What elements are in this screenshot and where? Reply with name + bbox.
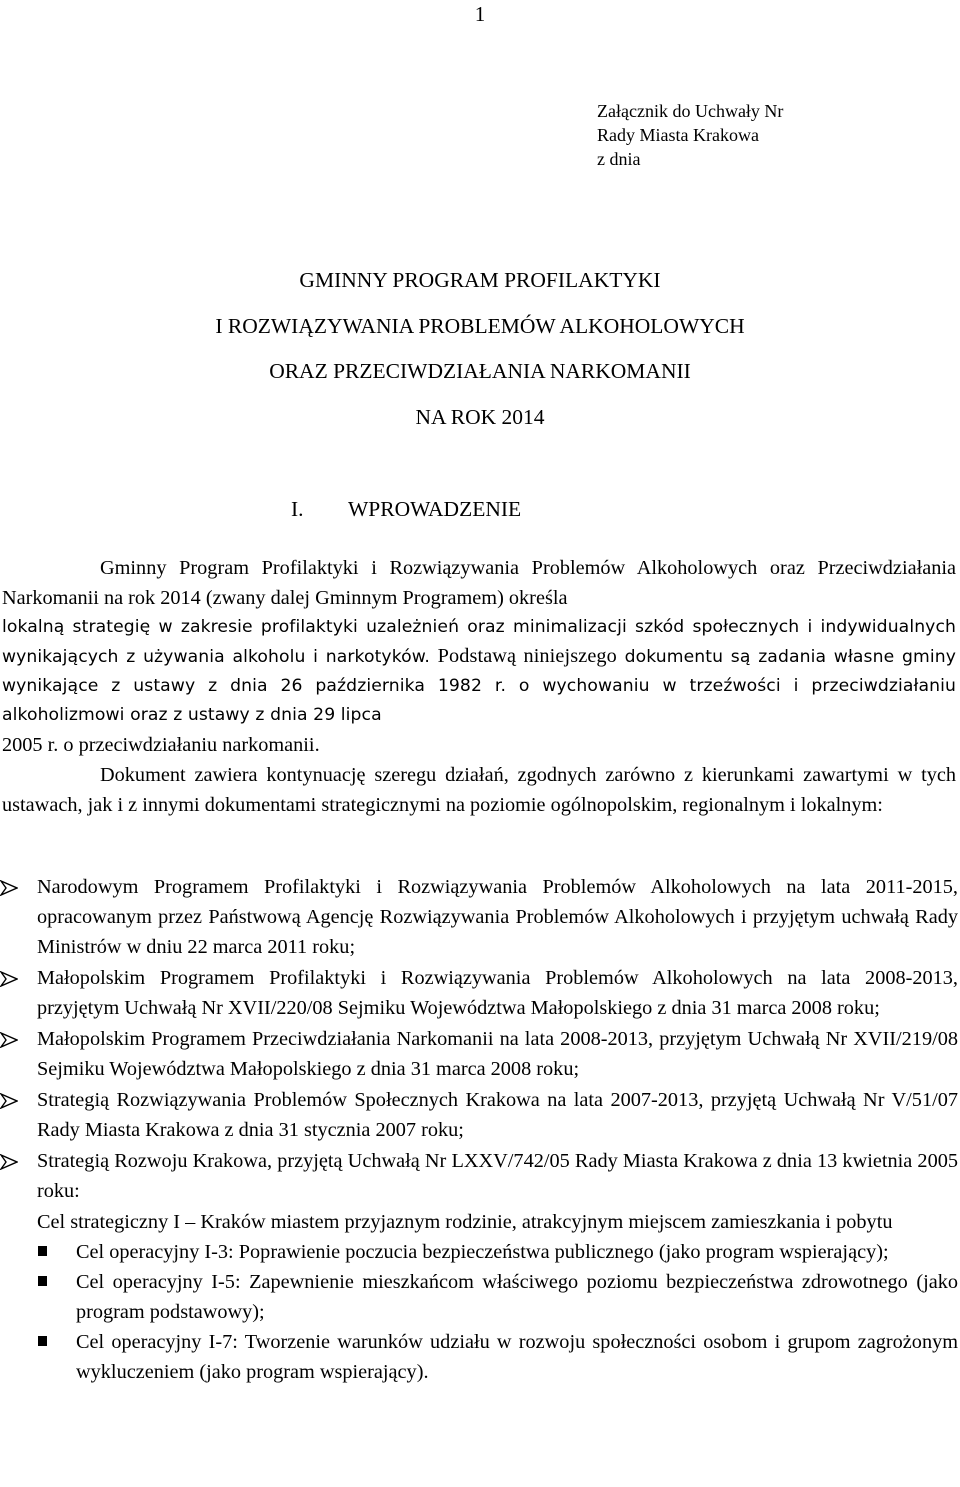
square-bullet-icon bbox=[38, 1276, 47, 1286]
annex-line-1: Załącznik do Uchwały Nr bbox=[597, 101, 784, 121]
list-item-text: Narodowym Programem Profilaktyki i Rozwiązywania Problemów Alkoholowych na lata 2011-2015, opracowanym przez Państwową Agencję Rozwiązywania Problemów Alkoholowych i przyjętym uchwałą Rady Ministrów w dniu 22 marca 2011 roku; bbox=[37, 876, 958, 958]
arrowhead-bullet-icon bbox=[0, 880, 18, 896]
arrowhead-bullet-icon bbox=[0, 1154, 18, 1170]
paragraph-1-end: 2005 r. o przeciwdziałaniu narkomanii. bbox=[2, 734, 320, 756]
operational-goal-text: Cel operacyjny I-7: Tworzenie warunków udziału w rozwoju społeczności osobom i grupom zagrożonym wykluczeniem (jako program wspierający). bbox=[76, 1331, 958, 1383]
annex-note bbox=[597, 99, 783, 171]
list-item-text: Małopolskim Programem Profilaktyki i Rozwiązywania Problemów Alkoholowych na lata 2008-2013, przyjętym Uchwałą Nr XVII/220/08 Sejmiku Województwa Małopolskiego z dnia 31 marca 2008 roku; bbox=[37, 967, 958, 1019]
list-item bbox=[0, 1024, 958, 1084]
title-line-4: NA ROK 2014 bbox=[415, 404, 545, 429]
strategy-list bbox=[0, 872, 958, 1387]
list-item-text: Strategią Rozwiązywania Problemów Społecznych Krakowa na lata 2007-2013, przyjętą Uchwałą Nr V/51/07 Rady Miasta Krakowa z dnia 31 stycznia 2007 roku; bbox=[37, 1089, 958, 1141]
operational-goal-item bbox=[76, 1267, 958, 1327]
arrowhead-bullet-icon bbox=[0, 1032, 18, 1048]
operational-goal-item bbox=[76, 1327, 958, 1387]
paragraph-1-sans-continuation: dokumentu są zadania własne gminy wynikające z ustawy z dnia 26 października 1982 r. o wychowaniu w trzeźwości i przeciwdziałaniu alkoholizmowi oraz z ustawy z dnia 29 lipca bbox=[2, 647, 956, 725]
arrowhead-bullet-icon bbox=[0, 1093, 18, 1109]
title-line-2: I ROZWIĄZYWANIA PROBLEMÓW ALKOHOLOWYCH bbox=[215, 313, 745, 338]
title-line-1: GMINNY PROGRAM PROFILAKTYKI bbox=[299, 268, 661, 292]
section-title: WPROWADZENIE bbox=[348, 497, 522, 521]
operational-goal-text: Cel operacyjny I-5: Zapewnienie mieszkańcom właściwego poziomu bezpieczeństwa zdrowotnego (jako program podstawowy); bbox=[76, 1271, 958, 1323]
paragraph-1-middle bbox=[2, 613, 956, 730]
paragraph-1-serif-tail: Podstawą niniejszego bbox=[437, 645, 617, 667]
document-title bbox=[0, 258, 960, 440]
list-item bbox=[0, 1146, 958, 1206]
intro-body bbox=[2, 553, 956, 820]
paragraph-1-lead: Gminny Program Profilaktyki i Rozwiązywania Problemów Alkoholowych oraz Przeciwdziałania Narkomanii na rok 2014 (zwany dalej Gminnym Programem) określa bbox=[2, 557, 956, 609]
annex-line-2: Rady Miasta Krakowa bbox=[597, 125, 759, 145]
list-item-text: Małopolskim Programem Przeciwdziałania Narkomanii na lata 2008-2013, przyjętym Uchwałą Nr XVII/219/08 Sejmiku Województwa Małopolskiego z dnia 31 marca 2008 roku; bbox=[37, 1028, 958, 1080]
strategic-goal: Cel strategiczny I – Kraków miastem przyjaznym rodzinie, atrakcyjnym miejscem zamieszkania i pobytu bbox=[37, 1211, 893, 1233]
list-item bbox=[0, 963, 958, 1023]
list-item bbox=[0, 872, 958, 962]
list-item bbox=[0, 1085, 958, 1145]
list-item-text: Strategią Rozwoju Krakowa, przyjętą Uchwałą Nr LXXV/742/05 Rady Miasta Krakowa z dnia 13 kwietnia 2005 roku: bbox=[37, 1150, 958, 1202]
square-bullet-icon bbox=[38, 1336, 47, 1346]
title-line-3: ORAZ PRZECIWDZIAŁANIA NARKOMANII bbox=[269, 359, 691, 383]
paragraph-1-middle-text: lokalną strategię w zakresie profilaktyki uzależnień oraz minimalizacji szkód społecznych i indywidualnych wynikających z używania alkoholu i narkotyków. bbox=[2, 617, 956, 667]
annex-line-3: z dnia bbox=[597, 149, 641, 169]
arrowhead-bullet-icon bbox=[0, 971, 18, 987]
section-number: I. bbox=[291, 497, 304, 521]
operational-goal-text: Cel operacyjny I-3: Poprawienie poczucia bezpieczeństwa publicznego (jako program wspierający); bbox=[76, 1241, 889, 1263]
operational-goal-item bbox=[76, 1237, 958, 1267]
page-number: 1 bbox=[474, 2, 486, 26]
operational-goals-list bbox=[0, 1237, 958, 1387]
square-bullet-icon bbox=[38, 1246, 47, 1256]
paragraph-2: Dokument zawiera kontynuację szeregu działań, zgodnych zarówno z kierunkami zawartymi w tych ustawach, jak i z innymi dokumentami strategicznymi na poziomie ogólnopolskim, regionalnym i lokalnym: bbox=[2, 764, 956, 816]
